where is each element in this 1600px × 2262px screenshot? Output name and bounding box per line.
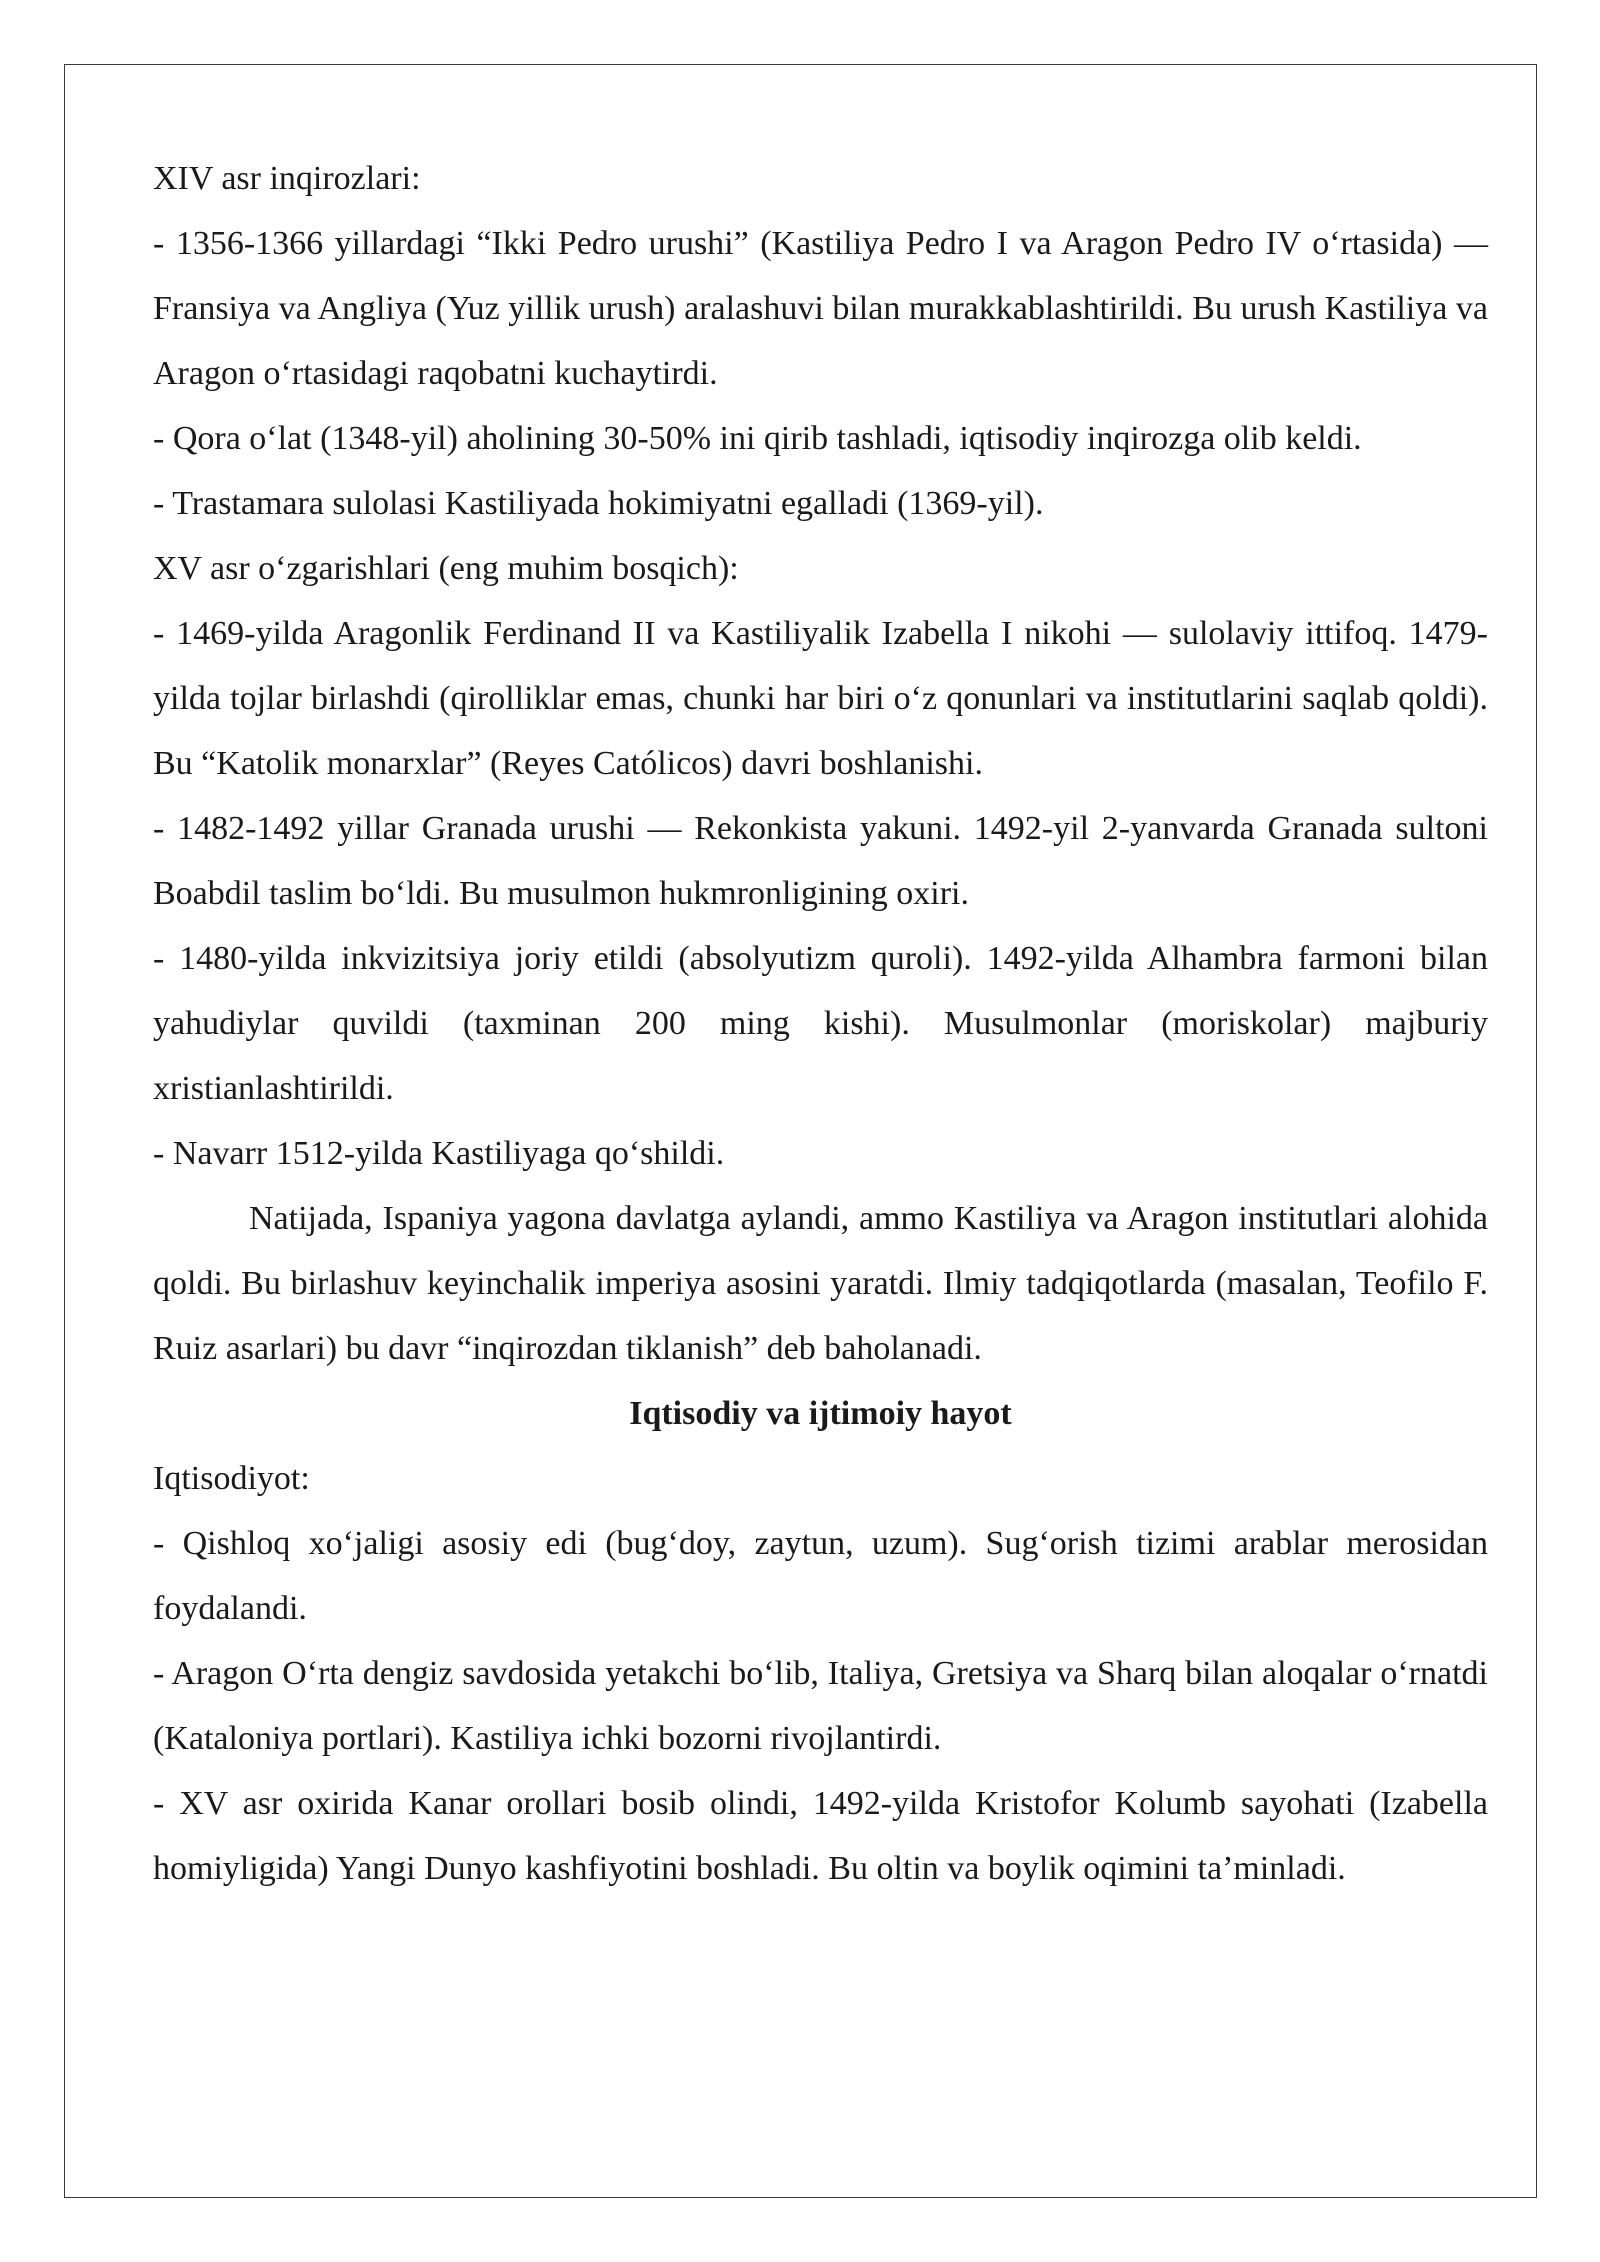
section-label-xv-changes: XV asr o‘zgarishlari (eng muhim bosqich): bbox=[153, 550, 739, 587]
list-item-canary-columbus: - XV asr oxirida Kanar orollari bosib olindi, 1492-yilda Kristofor Kolumb sayohati (Izabella homiyligida) Yangi Dunyo kashfiyotini boshladi. Bu oltin va boylik oqimini ta’minladi. bbox=[153, 1785, 1488, 1887]
list-item-ferdinand-isabella: - 1469-yilda Aragonlik Ferdinand II va Kastiliyalik Izabella I nikohi — sulolaviy ittifoq. 1479-yilda tojlar birlashdi (qirolliklar emas, chunki har biri o‘z qonunlari va institutlarini saqlab qoldi). Bu “Katolik monarxlar” (Reyes Católicos) davri boshlanishi. bbox=[153, 615, 1488, 782]
section-label-xiv-crises: XIV asr inqirozlari: bbox=[153, 160, 421, 197]
list-item-trastamara-dynasty: - Trastamara sulolasi Kastiliyada hokimiyatni egalladi (1369-yil). bbox=[153, 485, 1044, 522]
list-item-mediterranean-trade: - Aragon O‘rta dengiz savdosida yetakchi bo‘lib, Italiya, Gretsiya va Sharq bilan aloqalar o‘rnatdi (Kataloniya portlari). Kastiliya ichki bozorni rivojlantirdi. bbox=[153, 1655, 1488, 1757]
list-item-two-pedros-war: - 1356-1366 yillardagi “Ikki Pedro urushi” (Kastiliya Pedro I va Aragon Pedro IV o‘rtasida) — Fransiya va Angliya (Yuz yillik urush) aralashuvi bilan murakkablashtirildi. Bu urush Kastiliya va Aragon o‘rtasidagi raqobatni kuchaytirdi. bbox=[153, 225, 1488, 392]
conclusion-paragraph: Natijada, Ispaniya yagona davlatga aylandi, ammo Kastiliya va Aragon institutlari alohida qoldi. Bu birlashuv keyinchalik imperiya asosini yaratdi. Ilmiy tadqiqotlarda (masalan, Teofilo F. Ruiz asarlari) bu davr “inqirozdan tiklanish” deb baholanadi. bbox=[153, 1200, 1488, 1367]
document-body bbox=[153, 146, 1488, 1901]
section-heading-economy-society: Iqtisodiy va ijtimoiy hayot bbox=[629, 1395, 1012, 1432]
list-item-agriculture: - Qishloq xo‘jaligi asosiy edi (bug‘doy, zaytun, uzum). Sug‘orish tizimi arablar merosidan foydalandi. bbox=[153, 1525, 1488, 1627]
list-item-black-death: - Qora o‘lat (1348-yil) aholining 30-50% ini qirib tashladi, iqtisodiy inqirozga olib keldi. bbox=[153, 420, 1362, 457]
list-item-granada-war: - 1482-1492 yillar Granada urushi — Rekonkista yakuni. 1492-yil 2-yanvarda Granada sultoni Boabdil taslim bo‘ldi. Bu musulmon hukmronligining oxiri. bbox=[153, 810, 1488, 912]
section-label-economy: Iqtisodiyot: bbox=[153, 1460, 310, 1497]
list-item-inquisition: - 1480-yilda inkvizitsiya joriy etildi (absolyutizm quroli). 1492-yilda Alhambra farmoni bilan yahudiylar quvildi (taxminan 200 ming kishi). Musulmonlar (moriskolar) majburiy xristianlashtirildi. bbox=[153, 940, 1488, 1107]
list-item-navarre: - Navarr 1512-yilda Kastiliyaga qo‘shildi. bbox=[153, 1135, 725, 1172]
